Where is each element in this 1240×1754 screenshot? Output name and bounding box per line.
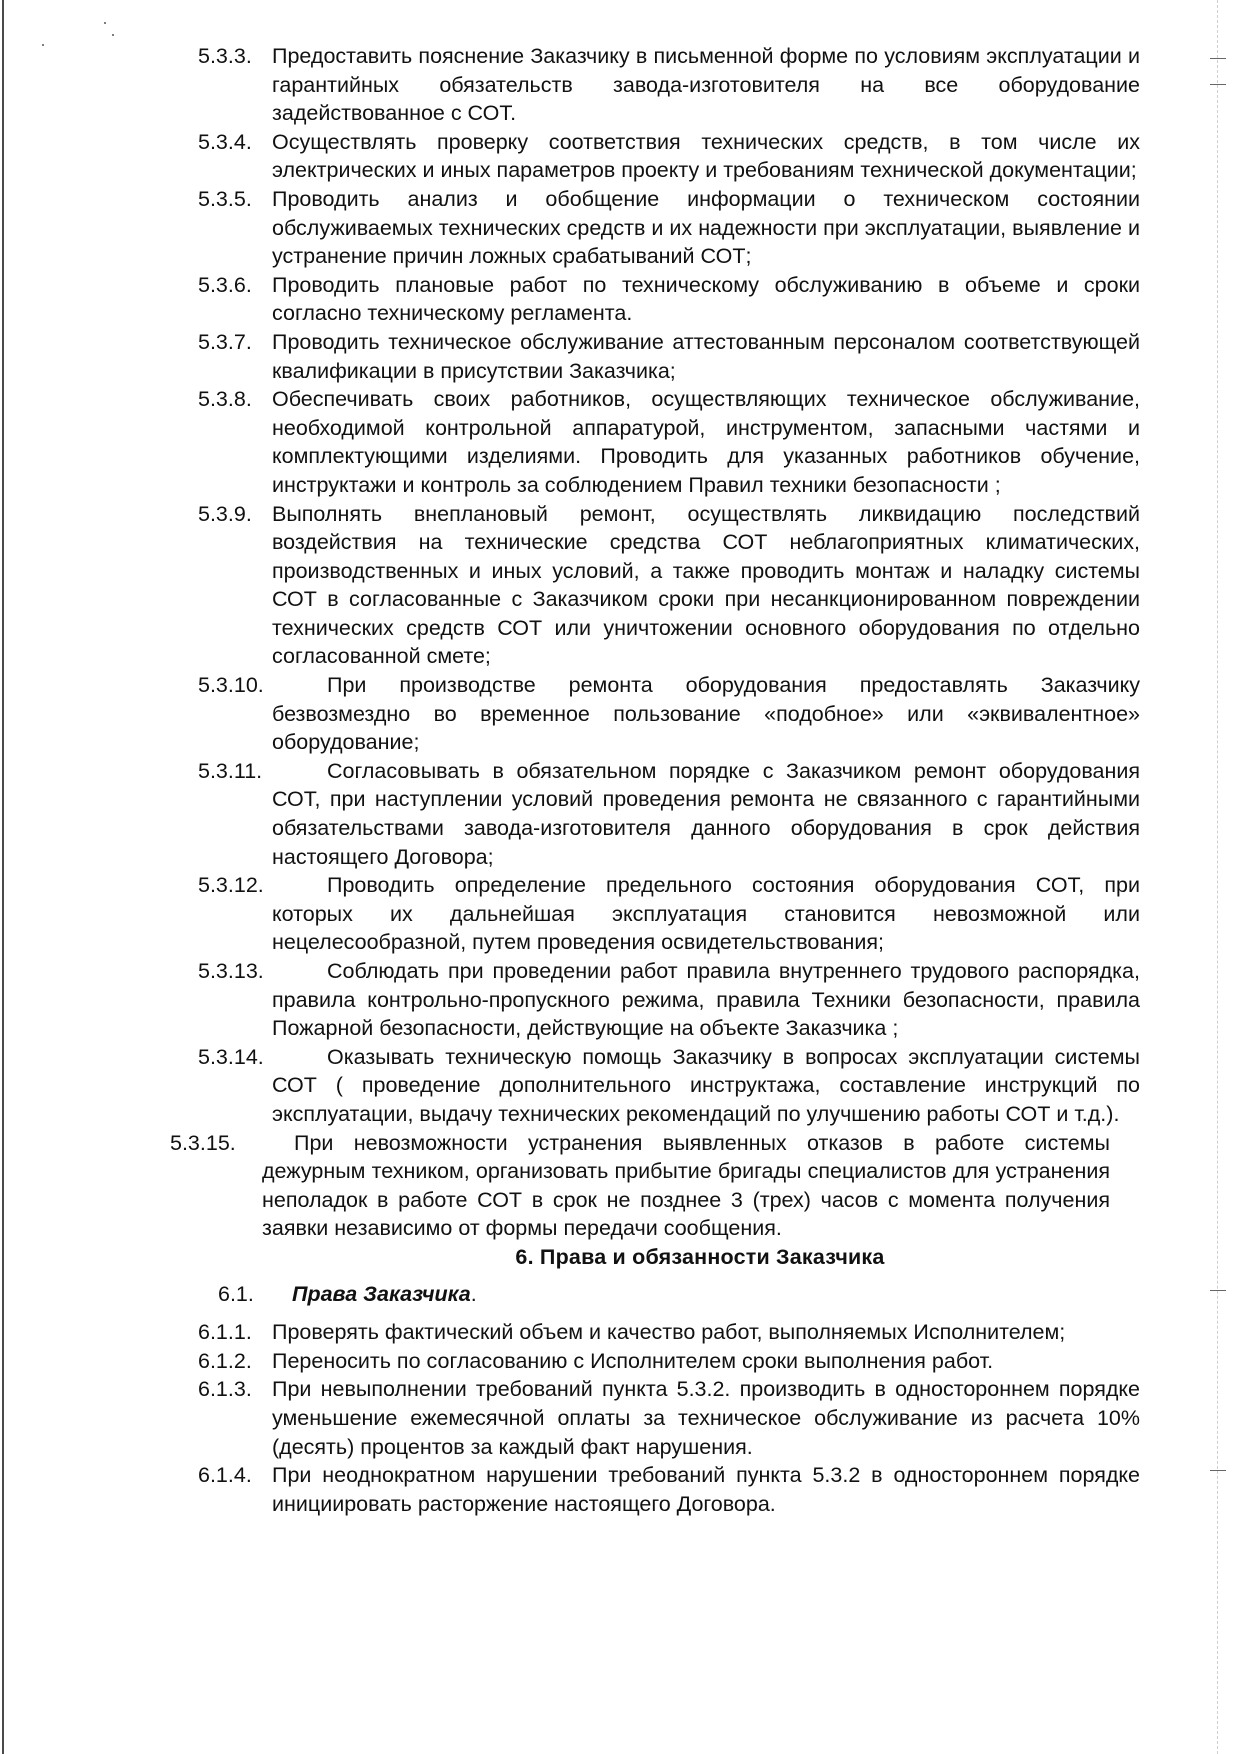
item-number: 5.3.3. — [198, 44, 252, 68]
item-number: 6.1.2. — [198, 1348, 252, 1373]
item-number: 6.1.1. — [198, 1320, 252, 1345]
scan-dash — [1210, 58, 1226, 59]
item-text: Проводить анализ и обобщение информации о техническом состоянии обслуживаемых технических средств и их надежности при эксплуатации, выявление и устранение причин ложных срабатываний СОТ; — [272, 186, 1140, 269]
item-number: 5.3.9. — [198, 501, 252, 526]
item-number: 5.3.6. — [198, 272, 252, 297]
item-number: 5.3.10. — [198, 673, 264, 698]
list-item — [140, 271, 1140, 328]
section-5-list — [140, 42, 1140, 1243]
list-item — [140, 871, 1140, 957]
document-body — [140, 42, 1140, 1518]
list-item — [140, 1129, 1140, 1243]
item-text: Проводить определение предельного состояния оборудования СОТ, при которых их дальнейшая эксплуатация становится невозможной или нецелесообразной, путем проведения освидетельствования; — [272, 873, 1140, 955]
list-item — [140, 671, 1140, 757]
item-number: 5.3.7. — [198, 329, 252, 354]
scan-left-edge — [2, 0, 4, 1754]
item-number: 5.3.8. — [198, 387, 252, 412]
item-text: Предоставить пояснение Заказчику в письменной форме по условиям эксплуатации и гарантийных обязательств завода-изготовителя на все оборудование задействованное с СОТ. — [272, 44, 1140, 126]
section-heading: 6. Права и обязанности Заказчика — [515, 1244, 885, 1269]
subsection-title: Права Заказчика — [292, 1281, 471, 1306]
scan-speck — [104, 22, 106, 24]
item-number: 5.3.13. — [198, 959, 264, 983]
scan-dash — [1210, 1290, 1226, 1291]
item-number: 5.3.5. — [198, 186, 252, 211]
list-item — [140, 757, 1140, 871]
item-text: Проверять фактический объем и качество работ, выполняемых Исполнителем; — [272, 1320, 1066, 1345]
item-text: При невозможности устранения выявленных отказов в работе системы дежурным техником, организовать прибытие бригады специалистов для устранения неполадок в работе СОТ в срок не позднее 3 (трех) часов с момента получения заявки независимо от формы передачи сообщения. — [262, 1130, 1110, 1241]
item-number: 5.3.15. — [170, 1130, 236, 1155]
list-item — [140, 185, 1140, 271]
item-number: 6.1.4. — [198, 1463, 252, 1488]
item-text: Проводить техническое обслуживание аттестованным персоналом соответствующей квалификации в присутствии Заказчика; — [272, 329, 1140, 383]
list-item — [140, 957, 1140, 1043]
item-text: При производстве ремонта оборудования предоставлять Заказчику безвозмездно во временное пользование «подобное» или «эквивалентное» оборудование; — [272, 673, 1140, 755]
list-item — [140, 1318, 1140, 1347]
list-item — [140, 500, 1140, 672]
list-item — [140, 1461, 1140, 1518]
list-item — [140, 385, 1140, 499]
list-item — [140, 42, 1140, 128]
list-item — [140, 1347, 1140, 1376]
item-text: Выполнять внеплановый ремонт, осуществлять ликвидацию последствий воздействия на технические средства СОТ неблагоприятных климатических, производственных и иных условий, а также проводить монтаж и наладку системы СОТ в согласованные с Заказчиком сроки при несанкционированном повреждении технических средств СОТ или уничтожении основного оборудования по отдельно согласованной смете; — [272, 501, 1140, 669]
item-text: При неоднократном нарушении требований пункта 5.3.2 в одностороннем порядке инициировать расторжение настоящего Договора. — [272, 1463, 1140, 1516]
item-text: Переносить по согласованию с Исполнителем сроки выполнения работ. — [272, 1348, 994, 1373]
item-text: Обеспечивать своих работников, осуществляющих техническое обслуживание, необходимой контрольной аппаратурой, инструментом, запасными частями и комплектующими изделиями. Проводить для указанных работников обучение, инструктажи и контроль за соблюдением Правил техники безопасности ; — [272, 387, 1140, 497]
item-number: 5.3.12. — [198, 873, 264, 898]
item-text: Проводить плановые работ по техническому обслуживанию в объеме и сроки согласно техническому регламента. — [272, 272, 1140, 326]
subsection-number: 6.1. — [218, 1281, 254, 1306]
item-text: При невыполнении требований пункта 5.3.2. производить в одностороннем порядке уменьшение ежемесячной оплаты за техническое обслуживание из расчета 10% (десять) процентов за каждый факт нарушения. — [272, 1377, 1140, 1459]
subsection-heading — [140, 1280, 1140, 1309]
item-number: 5.3.14. — [198, 1044, 264, 1069]
section-6-list — [140, 1318, 1140, 1518]
item-text: Осуществлять проверку соответствия технических средств, в том числе их электрических и иных параметров проекту и требованиям технической документации; — [272, 129, 1140, 183]
scan-speck — [112, 34, 114, 36]
scan-right-edge — [1216, 0, 1218, 1754]
item-text: Соблюдать при проведении работ правила внутреннего трудового распорядка, правила контрольно-пропускного режима, правила Техники безопасности, правила Пожарной безопасности, действующие на объекте Заказчика ; — [272, 959, 1140, 1041]
scan-speck — [42, 44, 44, 46]
list-item — [140, 1043, 1140, 1129]
scan-dash — [1210, 1470, 1226, 1471]
item-number: 6.1.3. — [198, 1377, 252, 1402]
subsection-punct: . — [470, 1281, 477, 1306]
list-item — [140, 328, 1140, 385]
list-item — [140, 1375, 1140, 1461]
scan-dash — [1210, 84, 1226, 85]
item-number: 5.3.11. — [198, 758, 263, 783]
item-text: Оказывать техническую помощь Заказчику в вопросах эксплуатации системы СОТ ( проведение дополнительного инструктажа, составление инструкций по эксплуатации, выдачу технических рекомендаций по улучшению работы СОТ и т.д.). — [272, 1044, 1140, 1126]
item-text: Согласовывать в обязательном порядке с Заказчиком ремонт оборудования СОТ, при наступлении условий проведения ремонта не связанного с гарантийными обязательствами завода-изготовителя данного оборудования в срок действия настоящего Договора; — [272, 758, 1140, 869]
item-number: 5.3.4. — [198, 129, 252, 154]
list-item — [140, 128, 1140, 185]
